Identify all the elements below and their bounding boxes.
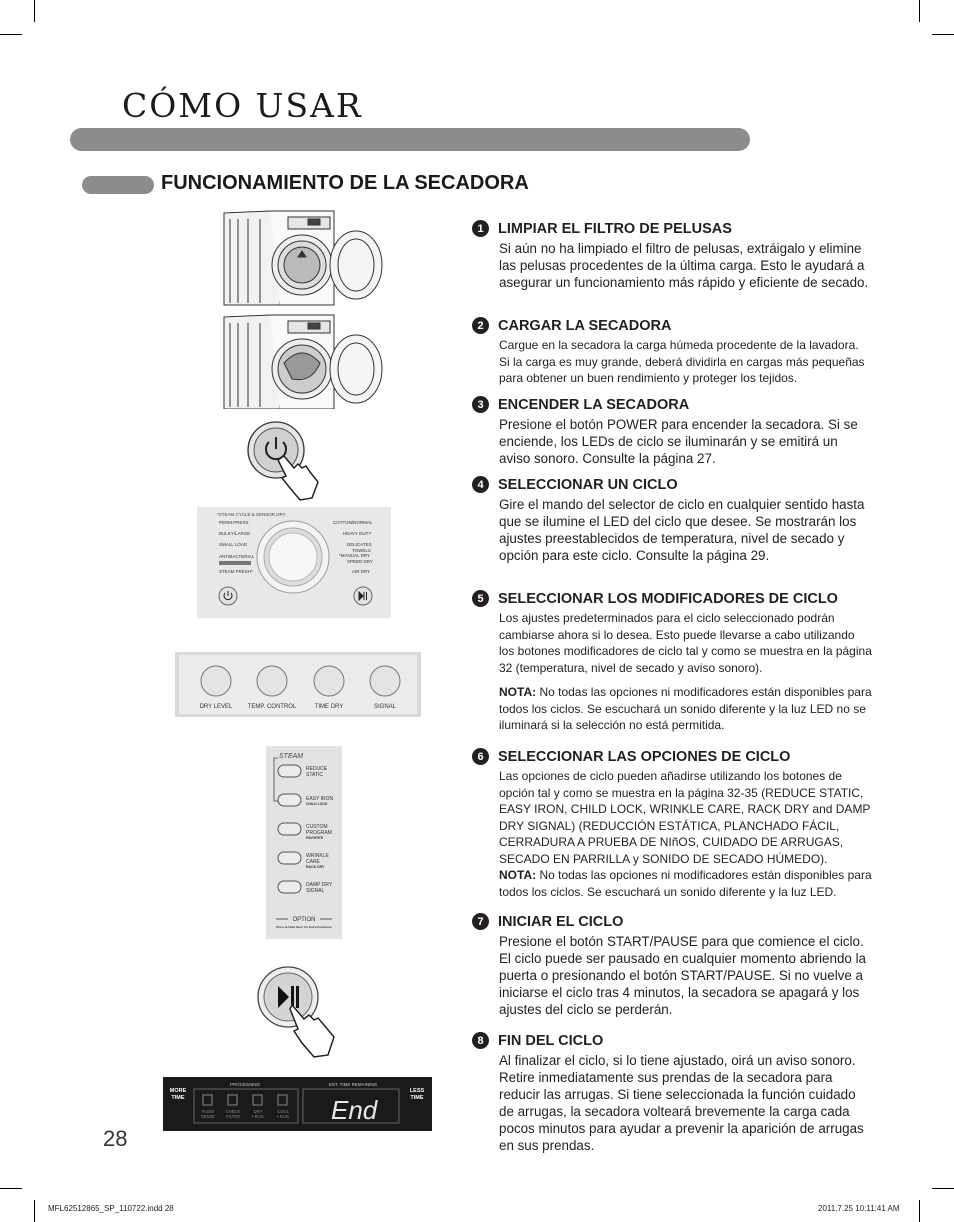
step-text: Los ajustes predeterminados para el ciclo seleccionado podrán cambiarse ahora si lo desea. Esto puede llevarse a cabo utilizando los botones modificadores de ciclo tal y como se muestra en la página 32 (temperatura, nivel de secado y aviso sonoro). — [499, 611, 872, 675]
step-8 — [472, 1032, 872, 1154]
time-remaining-readout: End — [331, 1095, 378, 1125]
temp-control-button[interactable] — [257, 666, 287, 696]
step-number: 3 — [472, 396, 489, 413]
dial-label: ANTIBACTERIAL — [219, 554, 255, 559]
status-label: CHECK — [225, 1109, 241, 1114]
dial-label: PERM.PRESS — [219, 520, 249, 525]
status-label: FILTER — [225, 1114, 241, 1119]
step-text: Las opciones de ciclo pueden añadirse utilizando los botones de opción tal y como se muestra en la página 32-35 (REDUCE STATIC, EASY IRON, CHILD LOCK, WRINKLE CARE, RACK DRY and DAMP DRY SIGNAL) (REDUCCIÓN ESTÁTICA, PLANCHADO FÁCIL, CERRADURA A PRUEBA DE NIñOS, CUIDADO DE ARRUGAS, SECADO EN PARRILLA y SONIDO DE SECADO HÚMEDO). — [499, 769, 871, 866]
crop-mark — [932, 34, 954, 35]
crop-mark — [34, 1200, 35, 1222]
step-4 — [472, 476, 872, 564]
modifier-label: DRY LEVEL — [199, 704, 233, 710]
status-label: • RUG — [277, 1114, 289, 1119]
processing-label: PROCESSING — [229, 1082, 261, 1087]
step-number: 4 — [472, 476, 489, 493]
dial-label: STEAM FRESH* — [219, 569, 253, 574]
option-steam-header: STEAM — [279, 753, 304, 760]
step-number: 5 — [472, 590, 489, 607]
status-label: COOL — [277, 1109, 289, 1114]
crop-mark — [34, 0, 35, 22]
option-label: PROGRAM — [306, 830, 332, 836]
step-6 — [472, 748, 872, 900]
step-number: 2 — [472, 317, 489, 334]
dial-label: *MANUAL DRY — [339, 553, 371, 558]
option-label: SIGNAL — [306, 888, 325, 894]
note-text: No todas las opciones ni modificadores están disponibles para todos los ciclos. Se escuchará un sonido diferente y la luz LED no se iluminará si la selección no está permitida. — [499, 685, 872, 732]
option-footer-note: Press & Hold 3sec. for Extra Functions — [276, 925, 332, 929]
dial-top-note: *STEAM CYCLE & SENSOR DRY — [217, 512, 286, 517]
more-time-label[interactable]: MORE — [169, 1088, 187, 1094]
power-button-illustration — [246, 420, 328, 502]
less-time-label[interactable]: TIME — [410, 1095, 424, 1101]
less-time-label[interactable]: LESS — [409, 1088, 425, 1094]
option-label: REDUCE — [306, 766, 328, 772]
section-pill — [82, 176, 154, 194]
step-title: SELECCIONAR UN CICLO — [498, 476, 678, 493]
section-title: FUNCIONAMIENTO DE LA SECADORA — [161, 172, 529, 194]
modifier-label: SIGNAL — [373, 704, 397, 710]
reduce-static-button[interactable] — [278, 765, 301, 777]
modifier-label: TEMP. CONTROL — [247, 704, 297, 710]
option-sub-label: CHILD LOCK — [306, 802, 328, 806]
footer-file: MFL62512865_SP_110722.indd 28 — [48, 1204, 174, 1213]
step-title: INICIAR EL CICLO — [498, 913, 624, 930]
step-title: CARGAR LA SECADORA — [498, 317, 672, 334]
step-note — [499, 867, 872, 900]
step-number: 7 — [472, 913, 489, 930]
start-pause-illustration — [256, 965, 342, 1059]
dial-label: DELICATES — [347, 542, 372, 547]
damp-dry-signal-button[interactable] — [278, 881, 301, 893]
dial-label: TOWELS — [352, 548, 371, 553]
crop-mark — [0, 1188, 22, 1189]
note-text: No todas las opciones ni modificadores están disponibles para todos los ciclos. Se escuchará un sonido diferente y la luz LED. — [499, 868, 872, 899]
step-title: ENCENDER LA SECADORA — [498, 396, 690, 413]
modifier-panel — [175, 652, 422, 718]
status-label: SENSE — [200, 1114, 216, 1119]
custom-program-button[interactable] — [278, 823, 301, 835]
step-title: SELECCIONAR LOS MODIFICADORES DE CICLO — [498, 590, 838, 607]
step-text: Presione el botón POWER para encender la secadora. Si se enciende, los LEDs de ciclo se iluminarán y se emitirá un aviso sonoro. Consulte la página 27. — [499, 417, 858, 466]
option-sub-label: RACK DRY — [306, 865, 325, 869]
status-label: FLOW — [201, 1109, 215, 1114]
step-5 — [472, 590, 872, 734]
step-number: 8 — [472, 1032, 489, 1049]
dryer-2 — [224, 315, 382, 409]
dial-label: BULKY/LARGE — [219, 531, 251, 536]
step-text: Cargue en la secadora la carga húmeda procedente de la lavadora. Si la carga es muy grande, deberá dividirla en cargas más pequeñas para obtener un buen rendimiento y proteger los tejidos. — [499, 338, 865, 385]
step-1 — [472, 220, 872, 291]
option-footer: OPTION — [292, 917, 316, 923]
note-label: NOTA: — [499, 685, 537, 699]
option-label: EASY IRON — [306, 796, 334, 802]
dial-label: HEAVY DUTY — [343, 531, 372, 536]
title-bar — [70, 128, 750, 151]
step-number: 6 — [472, 748, 489, 765]
option-panel — [266, 746, 344, 940]
step-text: Presione el botón START/PAUSE para que comience el ciclo. El ciclo puede ser pausado en cualquier momento abriendo la puerta o presionando el botón START/PAUSE. Si no vuelve a iniciarse el ciclo tras 4 minutos, la secadora se apagará y los ajustes del ciclo se perderán. — [499, 934, 866, 1017]
dial-label: SMALL LOAD — [219, 542, 248, 547]
signal-button[interactable] — [370, 666, 400, 696]
step-text: Gire el mando del selector de ciclo en cualquier sentido hasta que se ilumine el LED del ciclo que desee. Se mostrarán los ajustes preestablecidos de temperatura, nivel de secado y opción para este ciclo. Consulte la página 29. — [499, 497, 865, 563]
crop-mark — [0, 34, 22, 35]
crop-mark — [919, 0, 920, 22]
footer-date: 2011.7.25 10:11:41 AM — [818, 1204, 900, 1213]
step-title: LIMPIAR EL FILTRO DE PELUSAS — [498, 220, 732, 237]
step-2 — [472, 317, 872, 387]
option-sub-label: FAVORITE — [306, 836, 324, 840]
note-label: NOTA: — [499, 868, 537, 882]
crop-mark — [919, 1200, 920, 1222]
dial-label: SPEED DRY — [347, 559, 373, 564]
display-panel — [163, 1077, 433, 1132]
step-title: SELECCIONAR LAS OPCIONES DE CICLO — [498, 748, 791, 765]
est-time-label: EST. TIME REMAINING — [328, 1082, 378, 1087]
status-label: • RUG — [252, 1114, 264, 1119]
dial-label: COTTON/NORMAL — [333, 520, 373, 525]
step-7 — [472, 913, 872, 1018]
option-label: CUSTOM — [306, 824, 328, 830]
option-label: CARE — [306, 859, 320, 865]
page-title: CÓMO USAR — [122, 86, 363, 125]
step-title: FIN DEL CICLO — [498, 1032, 604, 1049]
time-dry-button[interactable] — [314, 666, 344, 696]
option-label: STATIC — [306, 772, 324, 778]
step-number: 1 — [472, 220, 489, 237]
wrinkle-care-button[interactable] — [278, 852, 301, 864]
option-label: DAMP DRY — [306, 882, 333, 888]
more-time-label[interactable]: TIME — [171, 1095, 185, 1101]
easy-iron-button[interactable] — [278, 794, 301, 806]
step-text: Si aún no ha limpiado el filtro de pelusas, extráigalo y elimine las pelusas procedentes de la última carga. Esto le ayudará a asegurar un funcionamiento más rápido y eficiente de secado. — [499, 241, 869, 290]
cycle-selector-panel — [197, 507, 391, 619]
page-number: 28 — [103, 1126, 128, 1151]
crop-mark — [932, 1188, 954, 1189]
dryer-1 — [224, 211, 382, 305]
step-note — [499, 684, 872, 734]
step-text: Al finalizar el ciclo, si lo tiene ajustado, oirá un aviso sonoro. Retire inmediatamente sus prendas de la secadora para reducir las arrugas. Si tiene seleccionada la función cuidado de arrugas, la secadora volteará brevemente la carga cada pocos minutos para ayudar a prevenir la aparición de arrugas en sus prendas. — [499, 1053, 864, 1153]
dry-level-button[interactable] — [201, 666, 231, 696]
modifier-label: TIME DRY — [314, 704, 344, 710]
step-3 — [472, 396, 872, 467]
status-label: DRY — [253, 1109, 263, 1114]
option-label: WRINKLE — [306, 853, 329, 859]
dryer-filter-illustration — [222, 209, 387, 409]
dial-label: AIR DRY — [352, 569, 371, 574]
